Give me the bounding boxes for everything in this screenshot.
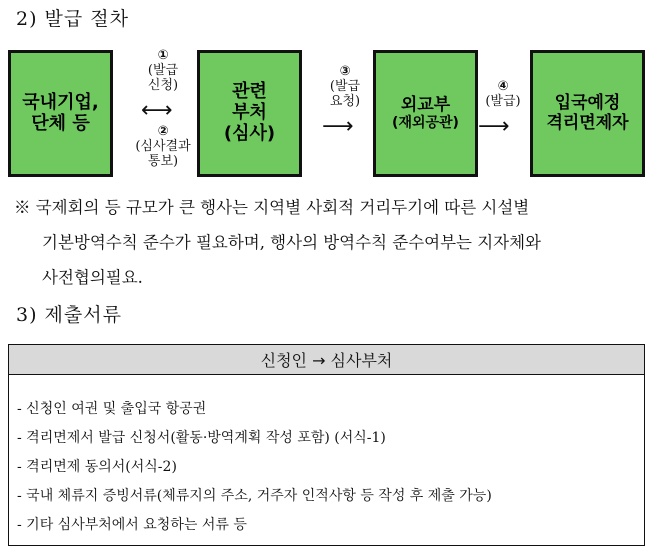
flow-box-entrant-line1: 입국예정 xyxy=(554,92,621,113)
flow-box-ministry-line3: (심사) xyxy=(223,122,276,144)
step-2-number: ② xyxy=(157,124,169,139)
list-item: - 국내 체류지 증빙서류(체류지의 주소, 거주자 인적사항 등 작성 후 제출 가능) xyxy=(17,488,492,504)
step-3-label xyxy=(318,64,372,109)
flow-box-foreign-ministry-line2: (재외공관) xyxy=(392,115,459,132)
step-3-text-2: 요청) xyxy=(329,94,361,109)
double-arrow-icon: ⟷ xyxy=(141,98,173,123)
list-item: - 격리면제서 발급 신청서(활동·방역계획 작성 포함) (서식-1) xyxy=(17,430,386,446)
step-1-number: ① xyxy=(157,48,169,63)
list-item: - 격리면제 동의서(서식-2) xyxy=(17,459,177,475)
note-line-3: 사전협의필요. xyxy=(42,268,143,287)
flow-box-foreign-ministry xyxy=(373,50,478,177)
step-1-text-2: 신청) xyxy=(147,78,179,93)
note-line-2: 기본방역수칙 준수가 필요하며, 행사의 방역수칙 준수여부는 지자체와 xyxy=(42,233,541,252)
documents-list xyxy=(9,375,644,540)
step-2-text-1: (심사결과 xyxy=(135,139,191,154)
right-arrow-icon: ⟶ xyxy=(322,114,354,139)
list-item: - 신청인 여권 및 출입국 항공권 xyxy=(17,401,207,417)
note-line-1: ※ 국제회의 등 규모가 큰 행사는 지역별 사회적 거리두기에 따른 시설별 xyxy=(14,198,530,217)
step-4-label xyxy=(476,79,530,109)
documents-table-header: 신청인 → 심사부처 xyxy=(9,345,644,375)
right-arrow-icon: ⟶ xyxy=(478,114,510,139)
flow-box-entrant-line2: 격리면제자 xyxy=(546,112,629,133)
flow-box-applicant xyxy=(8,50,113,177)
step-3-text-1: (발급 xyxy=(329,79,361,94)
documents-heading: 3) 제출서류 xyxy=(16,304,122,326)
list-item: - 기타 심사부처에서 요청하는 서류 등 xyxy=(17,517,247,533)
documents-table xyxy=(8,344,645,546)
flow-box-foreign-ministry-line1: 외교부 xyxy=(400,94,451,115)
flow-box-ministry-line2: 부처 xyxy=(232,102,267,124)
flow-box-ministry xyxy=(197,50,302,177)
step-3-number: ③ xyxy=(339,64,351,79)
procedure-heading: 2) 발급 절차 xyxy=(16,8,129,30)
flow-box-applicant-line1: 국내기업, xyxy=(22,91,99,113)
note-paragraph xyxy=(14,190,654,295)
step-2-label xyxy=(126,124,200,169)
step-2-text-2: 통보) xyxy=(147,154,179,169)
flow-box-ministry-line1: 관련 xyxy=(232,81,267,103)
flow-box-entrant xyxy=(530,50,645,177)
step-4-text-1: (발급) xyxy=(485,94,521,109)
flow-box-applicant-line2: 단체 등 xyxy=(31,112,90,134)
step-4-number: ④ xyxy=(497,79,509,94)
step-1-label xyxy=(130,48,196,93)
step-1-text-1: (발급 xyxy=(147,63,179,78)
